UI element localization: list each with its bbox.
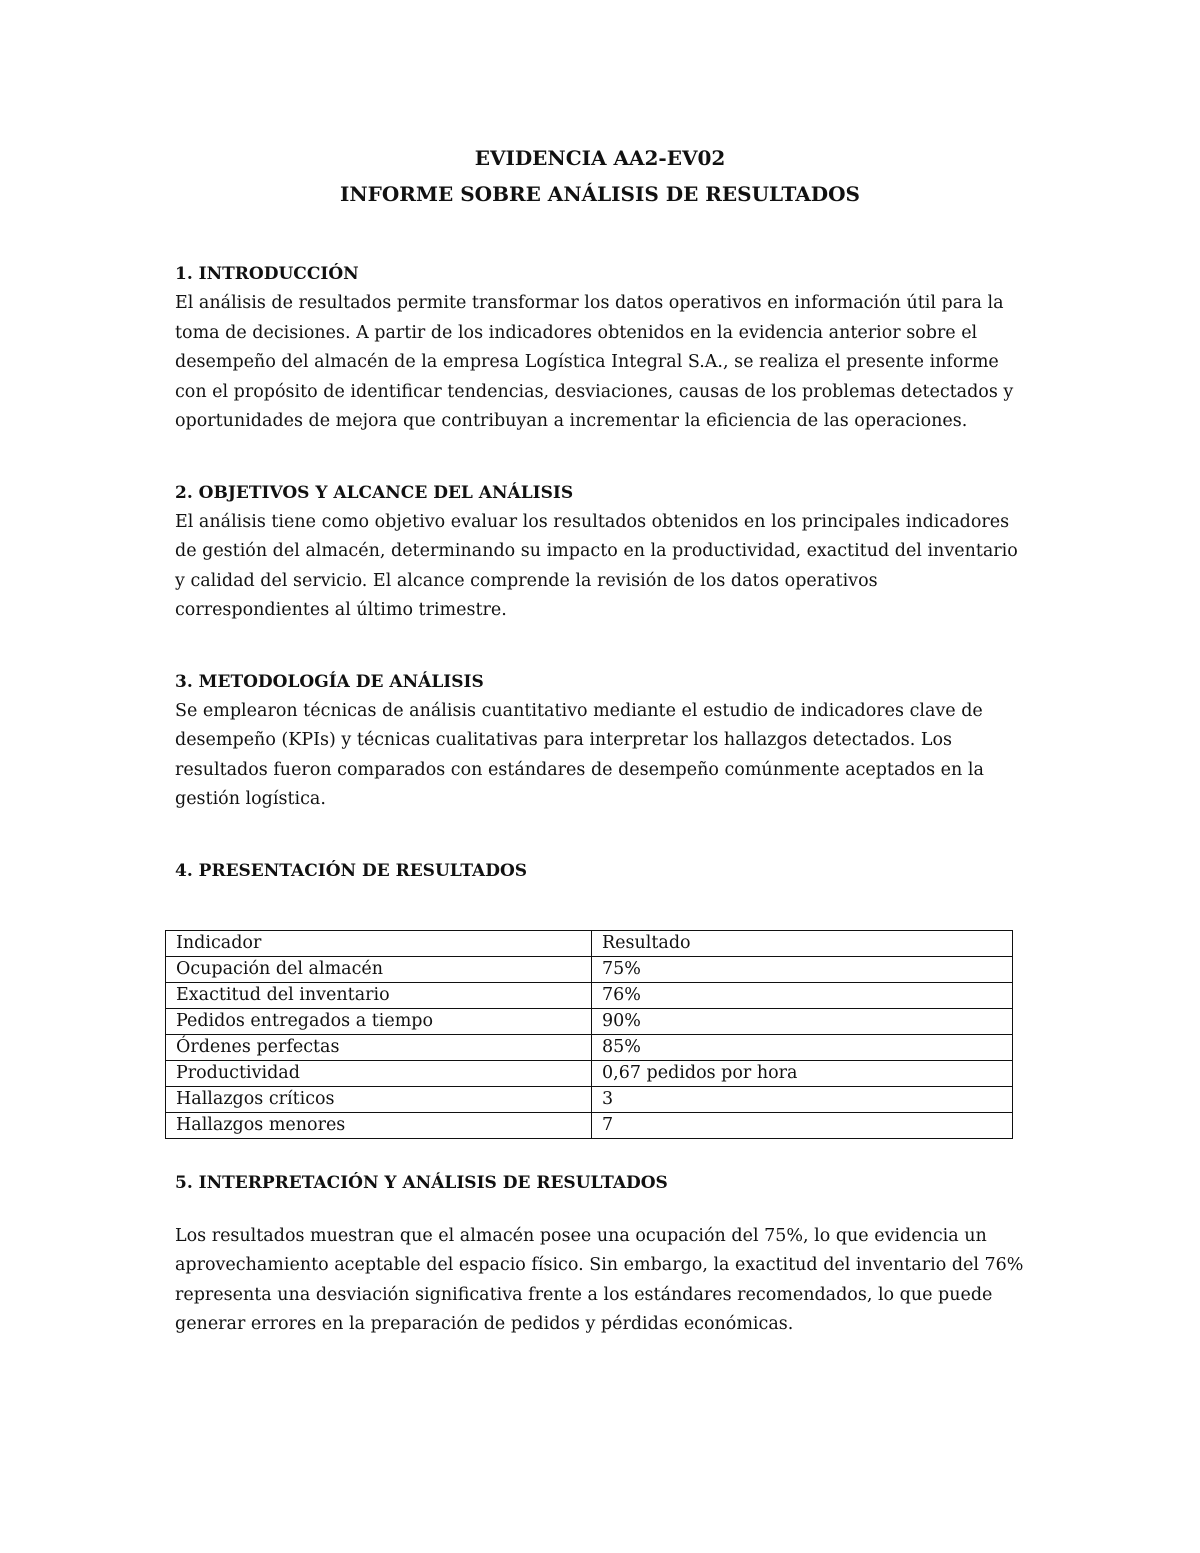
table-row (166, 982, 1013, 1008)
document-title-line-1: EVIDENCIA AA2-EV02 (474, 146, 726, 170)
table-row (166, 1112, 1013, 1138)
table-row (166, 956, 1013, 982)
table-cell-result: 75% (592, 956, 1013, 982)
section-objectives (175, 479, 1025, 626)
section-introduction (175, 260, 1025, 437)
table-cell-result: 76% (592, 982, 1013, 1008)
section-heading: 2. OBJETIVOS Y ALCANCE DEL ANÁLISIS (175, 482, 574, 503)
table-header-cell: Indicador (166, 930, 592, 956)
table-cell-result: 7 (592, 1112, 1013, 1138)
section-results (175, 857, 1025, 1139)
results-table (165, 930, 1013, 1139)
section-interpretation (175, 1169, 1025, 1340)
table-row (166, 1086, 1013, 1112)
table-header-row (166, 930, 1013, 956)
section-paragraph: Se emplearon técnicas de análisis cuantitativo mediante el estudio de indicadores clave de desempeño (KPIs) y técnicas cualitativas para interpretar los hallazgos detectados. Los resultados fueron comparados con estándares de desempeño comúnmente aceptados en la gestión logística. (175, 700, 984, 809)
title-block (175, 140, 1025, 212)
section-heading: 5. INTERPRETACIÓN Y ANÁLISIS DE RESULTADOS (175, 1172, 668, 1193)
document-page (175, 140, 1025, 1340)
table-cell-result: 3 (592, 1086, 1013, 1112)
section-heading: 4. PRESENTACIÓN DE RESULTADOS (175, 860, 528, 881)
table-cell-indicator: Órdenes perfectas (166, 1034, 592, 1060)
section-methodology (175, 668, 1025, 815)
table-cell-indicator: Ocupación del almacén (166, 956, 592, 982)
table-row (166, 1060, 1013, 1086)
table-cell-indicator: Exactitud del inventario (166, 982, 592, 1008)
table-row (166, 1034, 1013, 1060)
table-cell-result: 0,67 pedidos por hora (592, 1060, 1013, 1086)
table-cell-indicator: Hallazgos críticos (166, 1086, 592, 1112)
section-heading: 3. METODOLOGÍA DE ANÁLISIS (175, 671, 484, 692)
table-cell-indicator: Productividad (166, 1060, 592, 1086)
section-paragraph: El análisis de resultados permite transformar los datos operativos en información útil para la toma de decisiones. A partir de los indicadores obtenidos en la evidencia anterior sobre el desempeño del almacén de la empresa Logística Integral S.A., se realiza el presente informe con el propósito de identificar tendencias, desviaciones, causas de los problemas detectados y oportunidades de mejora que contribuyan a incrementar la eficiencia de las operaciones. (175, 293, 1014, 431)
table-row (166, 1008, 1013, 1034)
document-title-line-2: INFORME SOBRE ANÁLISIS DE RESULTADOS (339, 182, 860, 206)
table-cell-indicator: Hallazgos menores (166, 1112, 592, 1138)
table-cell-result: 85% (592, 1034, 1013, 1060)
section-paragraph: Los resultados muestran que el almacén posee una ocupación del 75%, lo que evidencia un aprovechamiento aceptable del espacio físico. Sin embargo, la exactitud del inventario del 76% representa una desviación significativa frente a los estándares recomendados, lo que puede generar errores en la preparación de pedidos y pérdidas económicas. (175, 1225, 1024, 1334)
section-paragraph: El análisis tiene como objetivo evaluar los resultados obtenidos en los principales indicadores de gestión del almacén, determinando su impacto en la productividad, exactitud del inventario y calidad del servicio. El alcance comprende la revisión de los datos operativos correspondientes al último trimestre. (175, 511, 1018, 620)
table-cell-indicator: Pedidos entregados a tiempo (166, 1008, 592, 1034)
table-header-cell: Resultado (592, 930, 1013, 956)
table-cell-result: 90% (592, 1008, 1013, 1034)
section-heading: 1. INTRODUCCIÓN (175, 264, 359, 284)
